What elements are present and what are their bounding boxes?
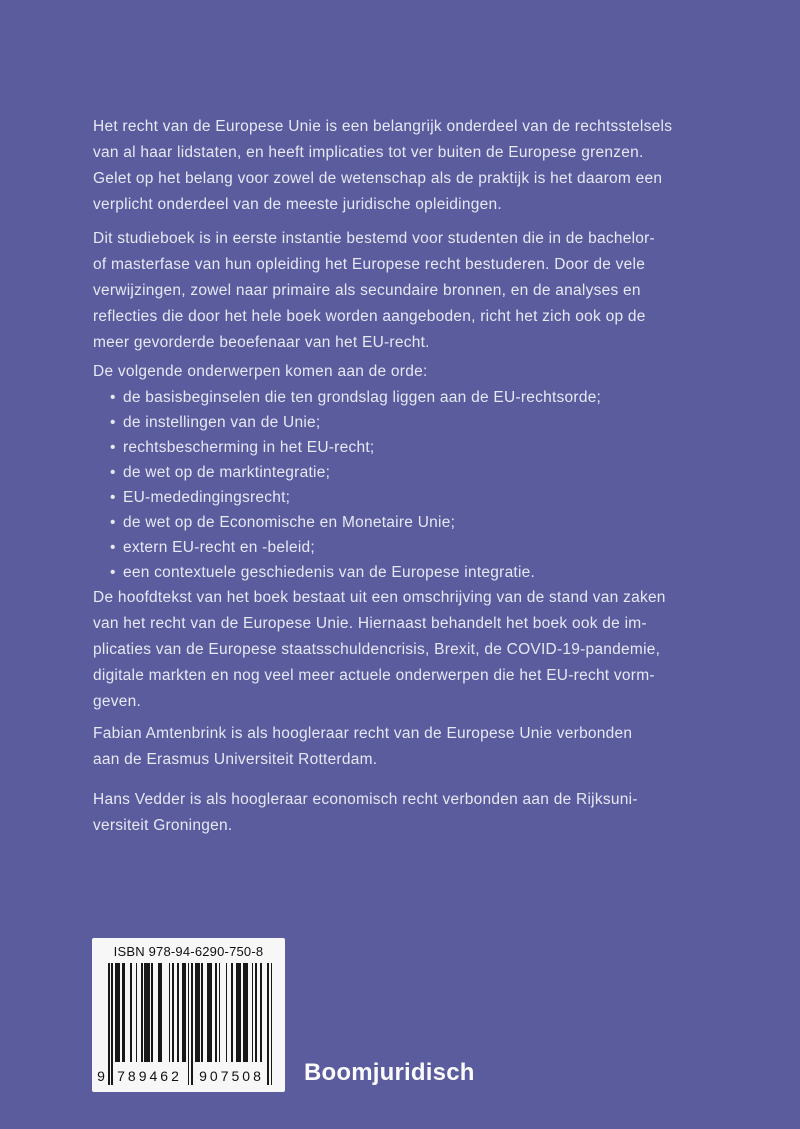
topic-label: EU-mededingingsrecht; bbox=[123, 489, 291, 506]
bullet-icon: • bbox=[110, 514, 116, 531]
text-line: meer gevorderde beoefenaar van het EU-recht. bbox=[93, 334, 430, 351]
blurb-paragraph-3 bbox=[93, 585, 666, 715]
author-bio-1 bbox=[93, 721, 632, 773]
isbn-barcode-panel bbox=[92, 938, 285, 1092]
topic-item bbox=[93, 535, 601, 560]
topic-item bbox=[93, 435, 601, 460]
topic-label: extern EU-recht en -beleid; bbox=[123, 539, 315, 556]
text-line: plicaties van de Europese staatsschuldencrisis, Brexit, de COVID-19-pandemie, bbox=[93, 641, 661, 658]
text-line: Het recht van de Europese Unie is een belangrijk onderdeel van de rechtsstelsels bbox=[93, 118, 673, 135]
bullet-icon: • bbox=[110, 439, 116, 456]
bullet-icon: • bbox=[110, 539, 116, 556]
text-line: Gelet op het belang voor zowel de wetenschap als de praktijk is het daarom een bbox=[93, 170, 663, 187]
text-line: Dit studieboek is in eerste instantie bestemd voor studenten die in de bachelor- bbox=[93, 230, 655, 247]
topics-section bbox=[93, 359, 601, 585]
bullet-icon: • bbox=[110, 564, 116, 581]
bullet-icon: • bbox=[110, 389, 116, 406]
barcode-digits-group-1: 789462 bbox=[117, 1068, 182, 1084]
text-line: van het recht van de Europese Unie. Hiernaast behandelt het boek ook de im- bbox=[93, 615, 647, 632]
text-line: van al haar lidstaten, en heeft implicaties tot ver buiten de Europese grenzen. bbox=[93, 144, 644, 161]
topic-item bbox=[93, 410, 601, 435]
bullet-icon: • bbox=[110, 414, 116, 431]
text-line: versiteit Groningen. bbox=[93, 817, 233, 834]
text-line: verplicht onderdeel van de meeste juridische opleidingen. bbox=[93, 196, 502, 213]
topic-label: de wet op de marktintegratie; bbox=[123, 464, 331, 481]
text-line: geven. bbox=[93, 693, 142, 710]
blurb-paragraph-2 bbox=[93, 226, 655, 356]
topic-item bbox=[93, 460, 601, 485]
topic-label: een contextuele geschiedenis van de Europese integratie. bbox=[123, 564, 536, 581]
topic-label: rechtsbescherming in het EU-recht; bbox=[123, 439, 375, 456]
topic-label: de wet op de Economische en Monetaire Unie; bbox=[123, 514, 456, 531]
ean13-barcode bbox=[108, 963, 273, 1085]
text-line: verwijzingen, zowel naar primaire als secundaire bronnen, en de analyses en bbox=[93, 282, 641, 299]
topic-item bbox=[93, 485, 601, 510]
text-line: De hoofdtekst van het boek bestaat uit een omschrijving van de stand van zaken bbox=[93, 589, 666, 606]
text-line: Hans Vedder is als hoogleraar economisch recht verbonden aan de Rijksuni- bbox=[93, 791, 638, 808]
publisher-logo: Boomjuridisch bbox=[304, 1059, 475, 1086]
topic-label: de instellingen van de Unie; bbox=[123, 414, 321, 431]
text-line: aan de Erasmus Universiteit Rotterdam. bbox=[93, 751, 378, 768]
text-line: reflecties die door het hele boek worden aangeboden, richt het zich ook op de bbox=[93, 308, 646, 325]
topic-item bbox=[93, 510, 601, 535]
bullet-icon: • bbox=[110, 464, 116, 481]
text-line: of masterfase van hun opleiding het Europese recht bestuderen. Door de vele bbox=[93, 256, 646, 273]
barcode-digit-left: 9 bbox=[97, 1068, 105, 1084]
text-line: Fabian Amtenbrink is als hoogleraar recht van de Europese Unie verbonden bbox=[93, 725, 633, 742]
topic-item bbox=[93, 385, 601, 410]
topics-intro: De volgende onderwerpen komen aan de orde: bbox=[93, 363, 428, 380]
isbn-label: ISBN 978-94-6290-750-8 bbox=[113, 944, 264, 959]
topic-item bbox=[93, 560, 601, 585]
topic-label: de basisbeginselen die ten grondslag liggen aan de EU-rechtsorde; bbox=[123, 389, 602, 406]
author-bio-2 bbox=[93, 787, 638, 839]
text-line: digitale markten en nog veel meer actuele onderwerpen die het EU-recht vorm- bbox=[93, 667, 655, 684]
blurb-paragraph-1 bbox=[93, 114, 672, 218]
barcode-digits-group-2: 907508 bbox=[199, 1068, 264, 1084]
bullet-icon: • bbox=[110, 489, 116, 506]
